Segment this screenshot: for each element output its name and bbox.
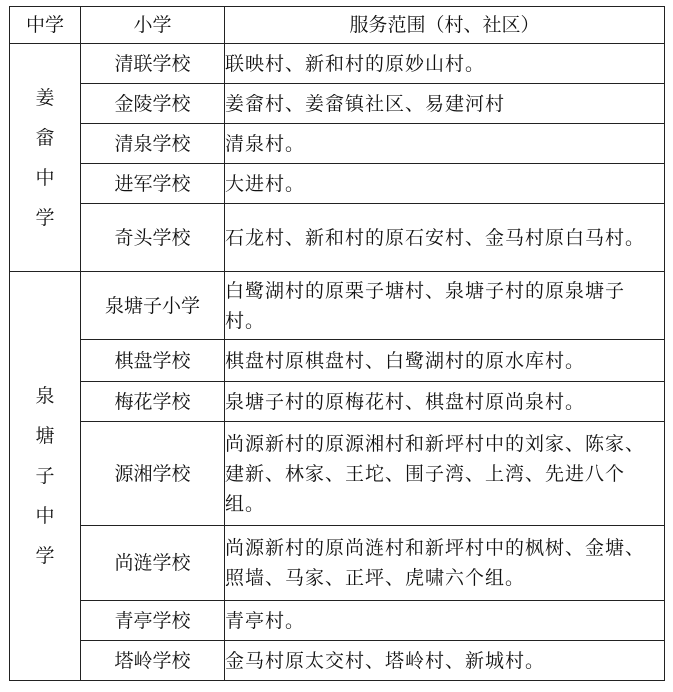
- table-row: [10, 84, 665, 124]
- service-area-cell: 联映村、新和村的原妙山村。: [225, 44, 665, 84]
- primary-school-cell: 棋盘学校: [81, 340, 225, 382]
- table-row: [10, 526, 665, 601]
- service-area-cell: 泉塘子村的原梅花村、棋盘村原尚泉村。: [225, 382, 665, 422]
- table-row: [10, 382, 665, 422]
- table-row: [10, 340, 665, 382]
- header-service-area: 服务范围（村、社区）: [225, 7, 665, 44]
- primary-school-cell: 青亭学校: [81, 601, 225, 641]
- service-area-cell: 青亭村。: [225, 601, 665, 641]
- service-area-cell: 尚源新村的原源湘村和新坪村中的刘家、陈家、建新、林家、王坨、围子湾、上湾、先进八个组。: [225, 422, 665, 526]
- service-area-cell: 石龙村、新和村的原石安村、金马村原白马村。: [225, 204, 665, 272]
- primary-school-cell: 清联学校: [81, 44, 225, 84]
- table-header-row: [10, 7, 665, 44]
- table-row: [10, 272, 665, 340]
- primary-school-cell: 进军学校: [81, 164, 225, 204]
- table-row: [10, 422, 665, 526]
- primary-school-cell: 奇头学校: [81, 204, 225, 272]
- service-area-cell: 姜畲村、姜畲镇社区、易建河村: [225, 84, 665, 124]
- primary-school-cell: 梅花学校: [81, 382, 225, 422]
- middle-school-name: 泉塘子中学: [35, 385, 55, 567]
- primary-school-cell: 源湘学校: [81, 422, 225, 526]
- service-area-cell: 金马村原太交村、塔岭村、新城村。: [225, 641, 665, 681]
- middle-school-cell: [10, 44, 81, 272]
- primary-school-cell: 清泉学校: [81, 124, 225, 164]
- table-row: [10, 164, 665, 204]
- primary-school-cell: 金陵学校: [81, 84, 225, 124]
- school-service-table: [9, 6, 665, 681]
- primary-school-cell: 尚涟学校: [81, 526, 225, 601]
- table-row: [10, 124, 665, 164]
- primary-school-cell: 塔岭学校: [81, 641, 225, 681]
- middle-school-cell: [10, 272, 81, 681]
- table-row: [10, 601, 665, 641]
- service-area-cell: 清泉村。: [225, 124, 665, 164]
- header-middle-school: 中学: [10, 7, 81, 44]
- service-area-cell: 白鹭湖村的原栗子塘村、泉塘子村的原泉塘子村。: [225, 272, 665, 340]
- header-primary-school: 小学: [81, 7, 225, 44]
- service-area-cell: 大进村。: [225, 164, 665, 204]
- service-area-cell: 尚源新村的原尚涟村和新坪村中的枫树、金塘、照墙、马家、正坪、虎啸六个组。: [225, 526, 665, 601]
- service-area-cell: 棋盘村原棋盘村、白鹭湖村的原水库村。: [225, 340, 665, 382]
- middle-school-name: 姜畲中学: [35, 86, 55, 229]
- table-row: [10, 641, 665, 681]
- table-row: [10, 204, 665, 272]
- primary-school-cell: 泉塘子小学: [81, 272, 225, 340]
- table-row: [10, 44, 665, 84]
